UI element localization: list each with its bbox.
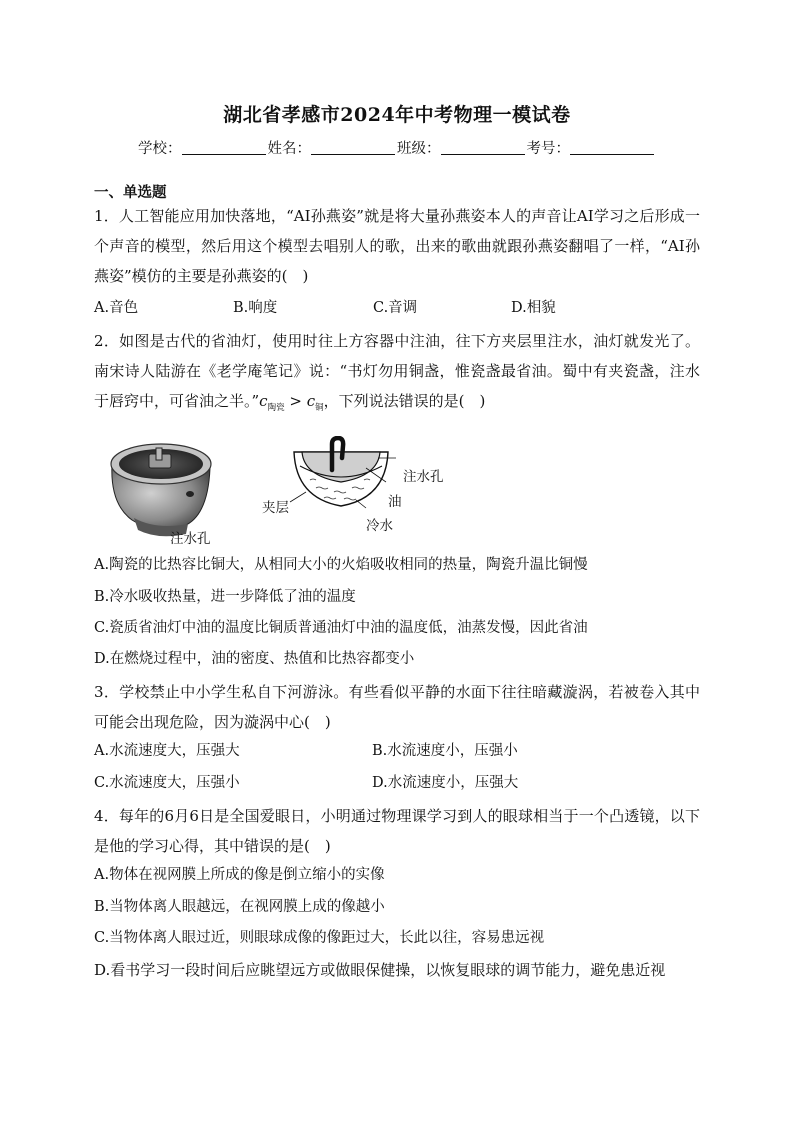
class-label: 班级：: [397, 141, 441, 157]
q3-option-b: B.水流速度小，压强小: [372, 743, 518, 759]
formula-gt: >: [284, 392, 307, 410]
q2-option-d: D.在燃烧过程中，油的密度、热值和比热容都变小: [94, 651, 415, 667]
q2-option-c: C.瓷质省油灯中油的温度比铜质普通油灯中油的温度低，油蒸发慢，因此省油: [94, 620, 588, 636]
question-2-text: [94, 326, 700, 423]
diagram-oil-label: 油: [388, 494, 402, 510]
section-heading: 一、单选题: [94, 184, 167, 201]
lamp-cross-section-diagram: [286, 436, 396, 516]
question-1-text: 1．人工智能应用加快落地，“AI孙燕姿”就是将大量孙燕姿本人的声音让AI学习之后形成一个声音的模型，然后用这个模型去唱别人的歌，出来的歌曲就跟孙燕姿翻唱了一样，“AI孙燕姿”模仿的主要是孙燕姿的( ): [94, 207, 700, 285]
name-blank: [311, 140, 395, 155]
question-2-body: 2．如图是古代的省油灯，使用时往上方容器中注油，往下方夹层里注水，油灯就发光了。南宋诗人陆游在《老学庵笔记》说：“书灯勿用铜盏，惟瓷盏最省油。蜀中有夹瓷盏，注水于唇窍中，可省油之半。”: [94, 332, 700, 410]
diagram-hole-label: 注水孔: [403, 469, 444, 485]
school-blank: [182, 140, 266, 155]
name-label: 姓名：: [267, 141, 311, 157]
q4-option-a: A.物体在视网膜上所成的像是倒立缩小的实像: [94, 867, 385, 883]
formula-sub-ceramic: 陶瓷: [267, 403, 285, 413]
q3-option-d: D.水流速度小，压强大: [372, 775, 519, 791]
q4-option-d: D.看书学习一段时间后应眺望远方或做眼保健操，以恢复眼球的调节能力，避免患近视: [94, 961, 666, 979]
q1-option-a: A.音色: [94, 300, 139, 316]
formula-sub-copper: 铜: [315, 403, 324, 413]
q3-option-c: C.水流速度大，压强小: [94, 775, 240, 791]
q2-option-b: B.冷水吸收热量，进一步降低了油的温度: [94, 589, 356, 605]
q1-option-b: B.响度: [233, 300, 278, 316]
q2-option-a: A.陶瓷的比热容比铜大，从相同大小的火焰吸收相同的热量，陶瓷升温比铜慢: [94, 557, 588, 573]
question-4-text: 4．每年的6月6日是全国爱眼日，小明通过物理课学习到人的眼球相当于一个凸透镜，以下是他的学习心得，其中错误的是( ): [94, 807, 700, 855]
page-title: 湖北省孝感市2024年中考物理一模试卷: [223, 104, 571, 126]
photo-hole-label: 注水孔: [170, 531, 211, 547]
class-blank: [441, 140, 525, 155]
q1-option-d: D.相貌: [511, 300, 556, 316]
number-label: 考号：: [526, 141, 570, 157]
question-3-text: 3．学校禁止中小学生私自下河游泳。有些看似平静的水面下往往暗藏漩涡，若被卷入其中可能会出现危险，因为漩涡中心( ): [94, 683, 700, 731]
school-label: 学校：: [138, 141, 182, 157]
formula-c-copper: c: [306, 392, 316, 410]
q3-option-a: A.水流速度大，压强大: [94, 743, 240, 759]
formula-c-ceramic: c: [259, 392, 268, 410]
diagram-layer-label: 夹层: [262, 500, 289, 516]
diagram-water-label: 冷水: [366, 518, 393, 534]
q1-option-c: C.音调: [373, 300, 418, 316]
student-info-line: [0, 137, 794, 158]
question-2-tail: ，下列说法错误的是( ): [323, 392, 486, 410]
q4-option-b: B.当物体离人眼越远，在视网膜上成的像越小: [94, 899, 385, 915]
number-blank: [570, 140, 654, 155]
q4-option-c: C.当物体离人眼过近，则眼球成像的像距过大，长此以往，容易患远视: [94, 930, 545, 946]
